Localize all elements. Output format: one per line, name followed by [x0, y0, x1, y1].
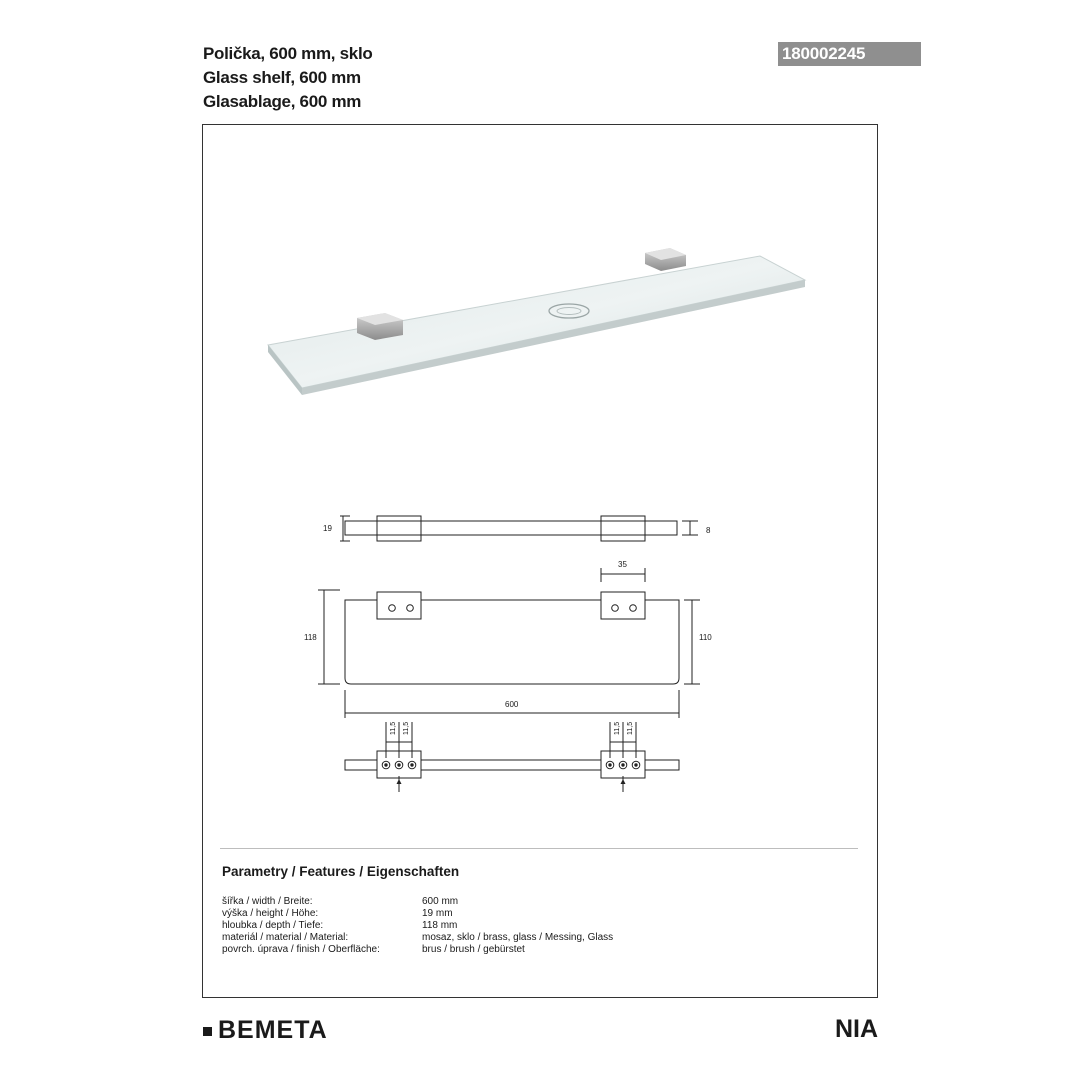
table-row [222, 932, 613, 944]
spacing-label-left-2: 11,5 [403, 721, 410, 735]
spec-label: šířka / width / Breite: [222, 896, 313, 907]
features-divider [220, 848, 858, 849]
brand-logo [203, 1016, 328, 1044]
spacing-label-right-2: 11,5 [627, 721, 634, 735]
screw-arrow-right-icon [621, 779, 626, 784]
table-row [222, 908, 613, 920]
screw-arrow-icons [397, 779, 626, 784]
table-row [222, 920, 613, 932]
features-table [222, 896, 613, 956]
glass-shelf-top [268, 256, 805, 388]
spec-label: výška / height / Höhe: [222, 908, 319, 919]
table-row [222, 896, 613, 908]
dim-depth-label: 118 [304, 633, 317, 642]
screw-arrow-left-icon [397, 779, 402, 784]
title-german: Glasablage, 600 mm [203, 92, 362, 111]
title-english: Glass shelf, 600 mm [203, 68, 361, 87]
spec-label: hloubka / depth / Tiefe: [222, 920, 324, 931]
spec-value: 600 mm [422, 896, 459, 907]
title-czech: Polička, 600 mm, sklo [203, 44, 373, 63]
spec-label: povrch. úprava / finish / Oberfläche: [222, 944, 380, 955]
back-view-spacing-labels [390, 722, 634, 735]
spec-value: mosaz, sklo / brass, glass / Messing, Glass [422, 932, 614, 943]
top-view [318, 568, 700, 718]
spec-label: materiál / material / Material: [222, 932, 349, 943]
series-name: NIA [834, 1015, 878, 1043]
table-row [222, 944, 613, 956]
dim-width-label: 600 [505, 700, 519, 709]
brand-name: BEMETA [218, 1016, 328, 1044]
product-render [268, 248, 805, 395]
dim-height-label: 19 [323, 524, 332, 533]
features-heading: Parametry / Features / Eigenschaften [222, 864, 460, 879]
product-code-badge: 180002245 [778, 42, 921, 66]
spacing-label-left-1: 11,5 [390, 721, 397, 735]
spec-value: brus / brush / gebürstet [422, 944, 525, 955]
spacing-label-right-1: 11,5 [614, 721, 621, 735]
brand-square-icon [203, 1027, 212, 1036]
spec-value: 19 mm [422, 908, 453, 919]
dim-inner-depth-label: 110 [699, 633, 712, 642]
spec-value: 118 mm [422, 920, 458, 931]
side-view [340, 516, 698, 541]
dim-bracket-width-label: 35 [618, 560, 627, 569]
dim-thickness-label: 8 [706, 526, 711, 535]
